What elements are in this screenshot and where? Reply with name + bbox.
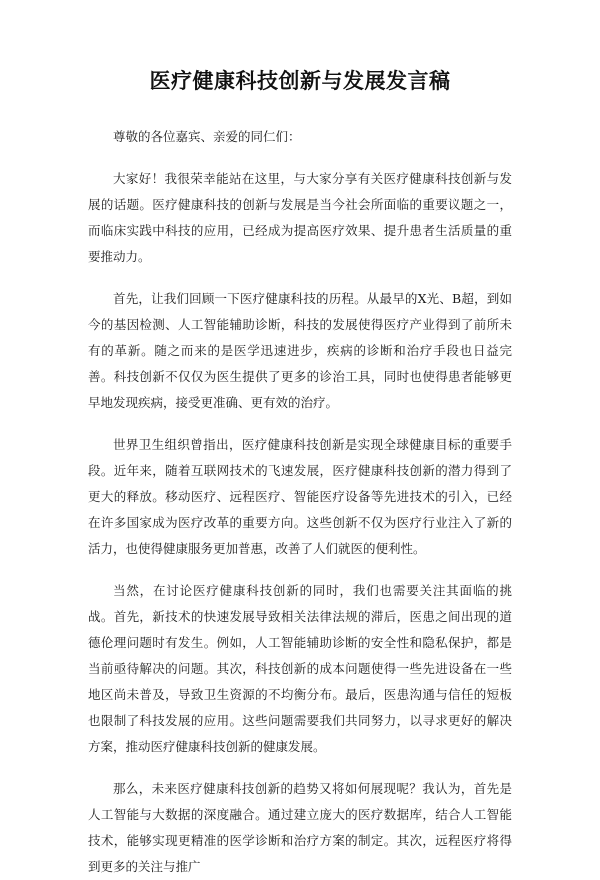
paragraph: 当然，在讨论医疗健康科技创新的同时，我们也需要关注其面临的挑战。首先，新技术的快速发展导致相关法律法规的滞后，医患之间出现的道德伦理问题时有发生。例如，人工智能辅助诊断的安全性和隐私保护，都是当前亟待解决的问题。其次，科技创新的成本问题使得一些先进设备在一些地区尚未普及，导致卫生资源的不均衡分布。最后，医患沟通与信任的短板也限制了科技发展的应用。这些问题需要我们共同努力，以寻求更好的解决方案，推动医疗健康科技创新的健康发展。: [88, 583, 512, 754]
document-title: 医疗健康科技创新与发展发言稿: [149, 69, 451, 93]
paragraph: 那么，未来医疗健康科技创新的趋势又将如何展现呢？我认为，首先是人工智能与大数据的深度融合。通过建立庞大的医疗数据库，结合人工智能技术，能够实现更精准的医学诊断和治疗方案的制定。其次，远程医疗将得到更多的关注与推广: [88, 781, 512, 874]
paragraph: 世界卫生组织曾指出，医疗健康科技创新是实现全球健康目标的重要手段。近年来，随着互联网技术的飞速发展，医疗健康科技创新的潜力得到了更大的释放。移动医疗、远程医疗、智能医疗设备等先进技术的引入，已经在许多国家成为医疗改革的重要方向。这些创新不仅为医疗行业注入了新的活力，也使得健康服务更加普惠，改善了人们就医的便利性。: [88, 437, 512, 556]
salutation: 尊敬的各位嘉宾、亲爱的同仁们：: [113, 129, 301, 144]
paragraph: 大家好！我很荣幸能站在这里，与大家分享有关医疗健康科技创新与发展的话题。医疗健康科技的创新与发展是当今社会所面临的重要议题之一，而临床实践中科技的应用，已经成为提高医疗效果、提升患者生活质量的重要推动力。: [88, 171, 512, 264]
paragraph: 首先，让我们回顾一下医疗健康科技的历程。从最早的X光、B超，到如今的基因检测、人工智能辅助诊断，科技的发展使得医疗产业得到了前所未有的革新。随之而来的是医学迅速进步，疾病的诊断和治疗手段也日益完善。科技创新不仅仅为医生提供了更多的诊治工具，同时也使得患者能够更早地发现疾病，接受更准确、更有效的治疗。: [88, 291, 512, 410]
